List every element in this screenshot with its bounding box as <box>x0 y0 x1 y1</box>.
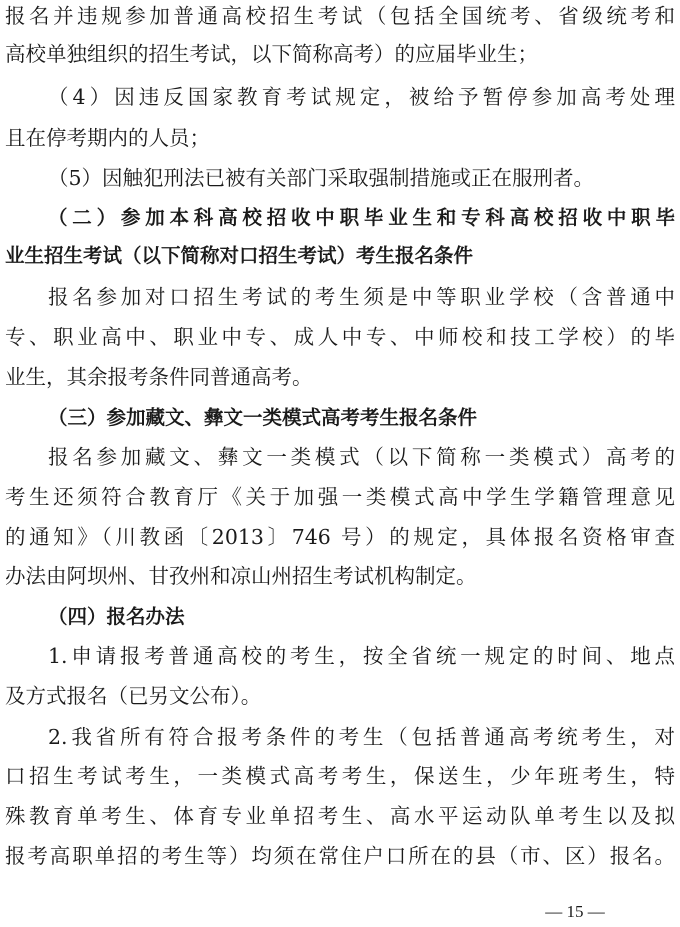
text-line-3: （4）因违反国家教育考试规定，被给予暂停参加高考处理 <box>48 85 675 109</box>
text-line-1: 报名并违规参加普通高校招生考试（包括全国统考、省级统考和 <box>5 4 675 28</box>
section-heading-2-line-1: （二）参加本科高校招收中职毕业生和专科高校招收中职毕 <box>48 206 675 229</box>
page-number: — 15 — <box>545 902 605 921</box>
text-line-4: 且在停考期内的人员； <box>5 126 210 150</box>
text-line-2: 高校单独组织的招生考试，以下简称高考）的应届毕业生； <box>5 42 538 66</box>
text-line-10: 业生，其余报考条件同普通高考。 <box>5 365 313 389</box>
text-line-9: 专、职业高中、职业中专、成人中专、中师校和技工学校）的毕 <box>5 325 675 349</box>
text-line-8: 报名参加对口招生考试的考生须是中等职业学校（含普通中 <box>48 285 675 309</box>
text-line-13: 考生还须符合教育厅《关于加强一类模式高中学生学籍管理意见 <box>5 485 675 509</box>
section-heading-3: （三）参加藏文、彝文一类模式高考考生报名条件 <box>48 406 478 429</box>
text-line-5: （5）因触犯刑法已被有关部门采取强制措施或正在服刑者。 <box>48 166 595 190</box>
section-heading-2-line-2: 业生招生考试（以下简称对口招生考试）考生报名条件 <box>5 244 474 267</box>
text-line-14: 的通知》（川教函〔2013〕746 号）的规定，具体报名资格审查 <box>5 525 675 549</box>
text-line-21: 殊教育单考生、体育专业单招考生、高水平运动队单考生以及拟 <box>5 804 675 828</box>
section-heading-4: （四）报名办法 <box>48 605 185 628</box>
text-line-18: 及方式报名（已另文公布）。 <box>5 684 262 708</box>
text-line-22: 报考高职单招的考生等）均须在常住户口所在的县（市、区）报名。 <box>5 844 675 868</box>
text-line-20: 口招生考试考生，一类模式高考考生，保送生，少年班考生，特 <box>5 764 675 788</box>
text-line-19: 2.我省所有符合报考条件的考生（包括普通高考统考生，对 <box>48 725 675 749</box>
text-line-15: 办法由阿坝州、甘孜州和凉山州招生考试机构制定。 <box>5 564 477 588</box>
text-line-17: 1.申请报考普通高校的考生，按全省统一规定的时间、地点 <box>48 644 675 668</box>
text-line-12: 报名参加藏文、彝文一类模式（以下简称一类模式）高考的 <box>48 445 675 469</box>
